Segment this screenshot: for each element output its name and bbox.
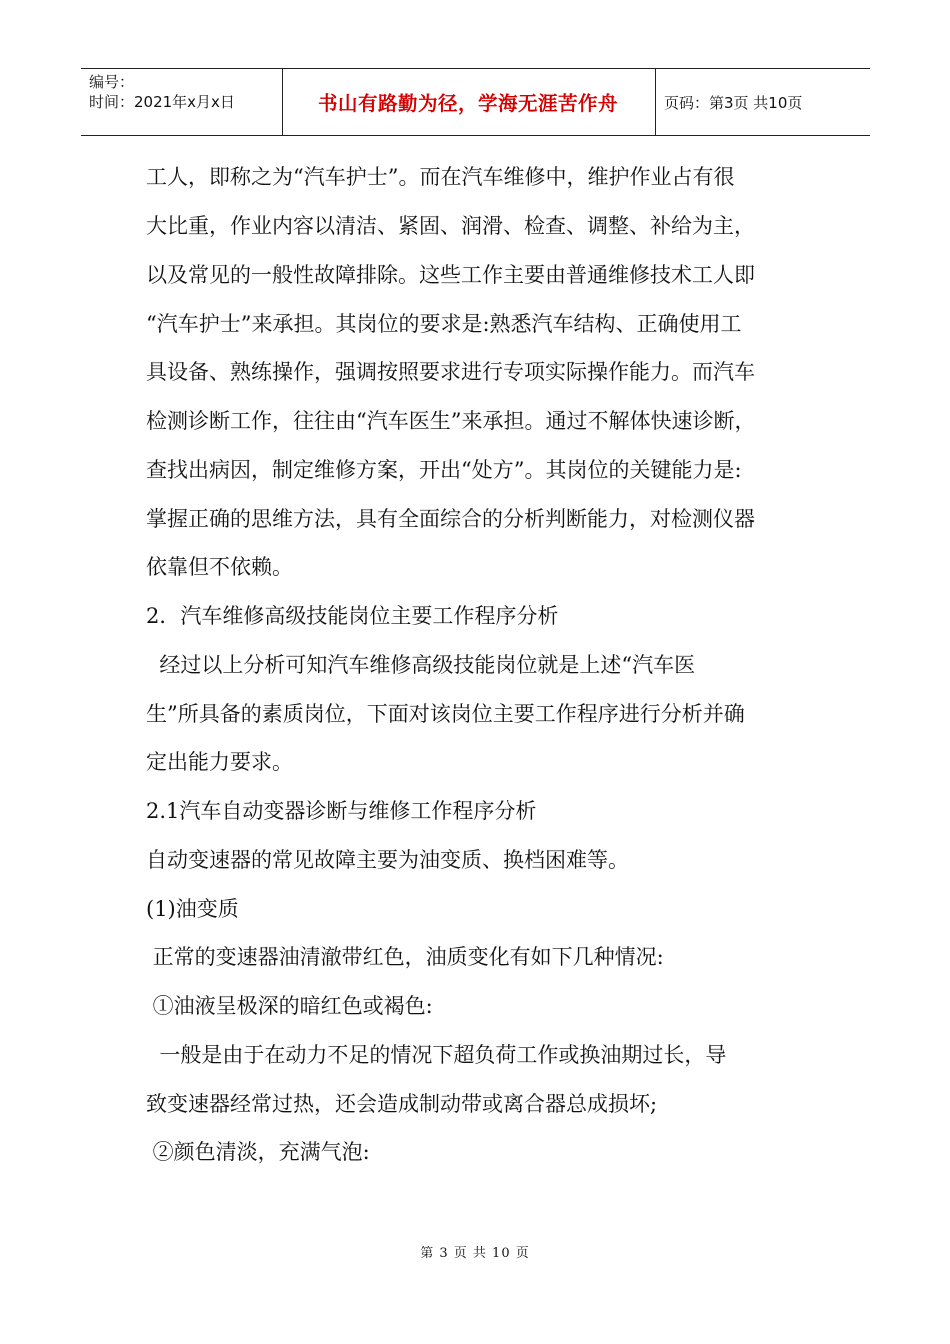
text-line: 掌握正确的思维方法，具有全面综合的分析判断能力，对检测仪器 <box>146 507 755 531</box>
text-line: “汽车护士”来承担。其岗位的要求是:熟悉汽车结构、正确使用工 <box>146 312 742 336</box>
subsection-heading: 2.1汽车自动变器诊断与维修工作程序分析 <box>146 799 537 823</box>
text-line: 一般是由于在动力不足的情况下超负荷工作或换油期过长，导 <box>146 1043 727 1067</box>
text-line: 自动变速器的常见故障主要为油变质、换档困难等。 <box>146 848 629 872</box>
header-divider-right <box>655 69 656 135</box>
text-line: 依靠但不依赖。 <box>146 555 293 579</box>
date-label: 时间：2021年x月x日 <box>89 93 235 111</box>
text-line: 工人，即称之为“汽车护士”。而在汽车维修中，维护作业占有很 <box>146 165 735 189</box>
header-meta <box>89 72 235 112</box>
list-item: ①油液呈极深的暗红色或褐色: <box>146 994 433 1018</box>
header-motto: 书山有路勤为径，学海无涯苦作舟 <box>317 92 618 115</box>
header-page-info: 页码：第3页 共10页 <box>664 93 803 112</box>
text-line: 经过以上分析可知汽车维修高级技能岗位就是上述“汽车医 <box>146 653 696 677</box>
page-footer: 第 3 页 共 10 页 <box>420 1246 530 1261</box>
text-line: 具设备、熟练操作，强调按照要求进行专项实际操作能力。而汽车 <box>146 360 755 384</box>
section-heading: 2．汽车维修高级技能岗位主要工作程序分析 <box>146 604 559 628</box>
serial-number-label: 编号： <box>89 73 135 91</box>
text-line: 以及常见的一般性故障排除。这些工作主要由普通维修技术工人即 <box>146 263 755 287</box>
document-header <box>81 68 870 136</box>
text-line: 生”所具备的素质岗位，下面对该岗位主要工作程序进行分析并确 <box>146 702 745 726</box>
list-item: ②颜色清淡，充满气泡: <box>146 1140 370 1164</box>
text-line: 定出能力要求。 <box>146 750 293 774</box>
text-line: 检测诊断工作，往往由“汽车医生”来承担。通过不解体快速诊断， <box>146 409 756 433</box>
text-line: 大比重，作业内容以清洁、紧固、润滑、检查、调整、补给为主， <box>146 214 755 238</box>
item-heading: (1)油变质 <box>146 897 239 921</box>
text-line: 查找出病因，制定维修方案，开出“处方”。其岗位的关键能力是: <box>146 458 742 482</box>
text-line: 致变速器经常过热，还会造成制动带或离合器总成损坏; <box>146 1092 658 1116</box>
text-line: 正常的变速器油清澈带红色，油质变化有如下几种情况: <box>146 945 664 969</box>
